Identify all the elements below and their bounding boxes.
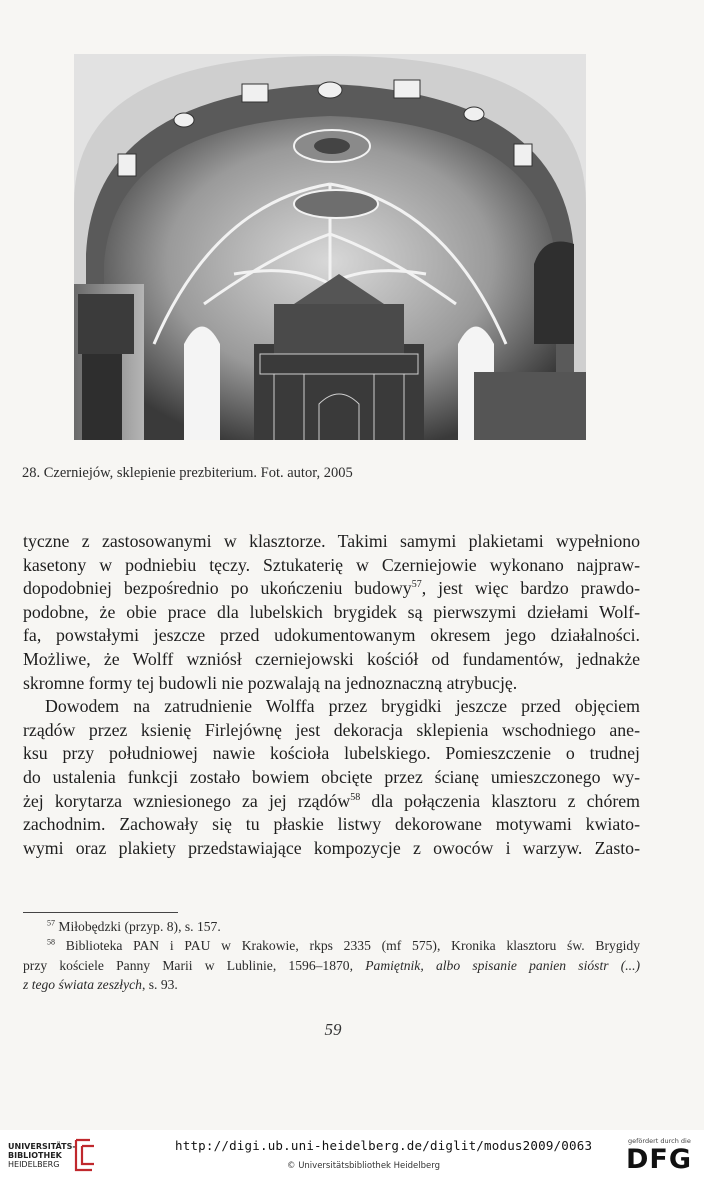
footnote-58	[23, 936, 640, 994]
page-number: 59	[324, 1020, 342, 1039]
footnote-title: z tego świata zeszłych	[23, 977, 142, 993]
footnote-title: Pamiętnik, albo spisanie panien sióstr (...)	[365, 957, 640, 973]
logo-text: HEIDELBERG	[8, 1160, 60, 1169]
footnote-line	[23, 975, 640, 994]
digitization-footer	[0, 1130, 706, 1181]
footnote-divider	[23, 912, 178, 913]
text-line: do ustalenia funkcji zostało bowiem obcięte przez ścianę umieszczonego wy-	[23, 766, 640, 787]
logo-text: BIBLIOTHEK	[8, 1151, 62, 1160]
footnote-line	[23, 936, 640, 955]
university-library-logo[interactable]	[8, 1142, 76, 1169]
text-line: rządów przez ksienię Firlejównę jest dekoracja sklepienia wschodniego ane-	[23, 719, 640, 740]
footnote-text: Biblioteka PAN i PAU w Krakowie, rkps 2335 (mf 575), Kronika klasztoru św. Brygidy	[55, 938, 640, 954]
library-emblem-icon	[72, 1136, 98, 1174]
text-line: kasetony w podniebiu tęczy. Sztukaterię w Czerniejowie wykonano najpraw-	[23, 554, 640, 575]
text-segment: dopodobniej bezpośrednio po ukończeniu budowy	[23, 578, 412, 599]
text-segment: dla połączenia klasztoru z chórem	[360, 790, 640, 811]
text-segment: , jest więc bardzo prawdo-	[421, 578, 640, 599]
text-line: Dowodem na zatrudnienie Wolffa przez brygidki jeszcze przed objęciem	[45, 696, 640, 717]
body-text	[23, 530, 640, 860]
text-line: zachodnim. Zachowały się tu płaskie listwy dekorowane motywami kwiato-	[23, 814, 640, 835]
copyright-notice: © Universitätsbibliothek Heidelberg	[287, 1161, 441, 1171]
paragraph-1	[23, 530, 640, 695]
footnote-mark: 57	[47, 918, 55, 928]
footnote-text: przy kościele Panny Marii w Lublinie, 1596–1870,	[23, 957, 366, 973]
funding-note: gefördert durch die	[628, 1137, 691, 1145]
dfg-logo[interactable]: DFG	[626, 1144, 693, 1175]
text-line: fa, powstałymi jeszcze przed udokumentowanym okresem jego działalności.	[23, 625, 640, 646]
text-line: wymi oraz plakiety przedstawiające kompozycje z owoców i warzyw. Zasto-	[23, 837, 640, 858]
footnote-mark: 58	[47, 937, 55, 947]
footnote-text: , s. 93.	[141, 977, 178, 993]
footnote-text: Miłobędzki (przyp. 8), s. 157.	[55, 919, 221, 934]
vault-photograph	[74, 54, 586, 440]
footnote-57	[23, 917, 640, 936]
text-line: podobne, że obie prace dla lubelskich brygidek są pierwszymi dziełami Wolf-	[23, 601, 640, 622]
footnote-line	[23, 956, 640, 975]
paragraph-2	[23, 695, 640, 860]
footnote-ref-57[interactable]: 57	[411, 579, 422, 591]
text-line	[23, 577, 640, 601]
logo-text: UNIVERSITÄTS-	[8, 1142, 76, 1151]
text-line: tyczne z zastosowanymi w klasztorze. Takimi samymi plakietami wypełniono	[23, 531, 640, 551]
text-line: ksu przy południowej nawie kościoła lubelskiego. Pomieszczenie o trudnej	[23, 743, 640, 764]
text-segment: żej korytarza wzniesionego za jej rządów	[23, 790, 351, 811]
footnote-ref-58[interactable]: 58	[350, 791, 361, 803]
footnotes	[23, 917, 640, 995]
figure-caption: 28. Czerniejów, sklepienie prezbiterium. Fot. autor, 2005	[22, 465, 353, 481]
text-line: Możliwe, że Wolff wzniósł czerniejowski kościół od fundamentów, jednakże	[23, 648, 640, 669]
text-line	[23, 790, 640, 814]
source-url-link[interactable]: http://digi.ub.uni-heidelberg.de/diglit/modus2009/0063	[175, 1138, 593, 1153]
text-line: skromne formy tej budowli nie pozwalają na jednoznaczną atrybucję.	[23, 672, 518, 693]
vault-photograph-illustration	[74, 54, 586, 440]
